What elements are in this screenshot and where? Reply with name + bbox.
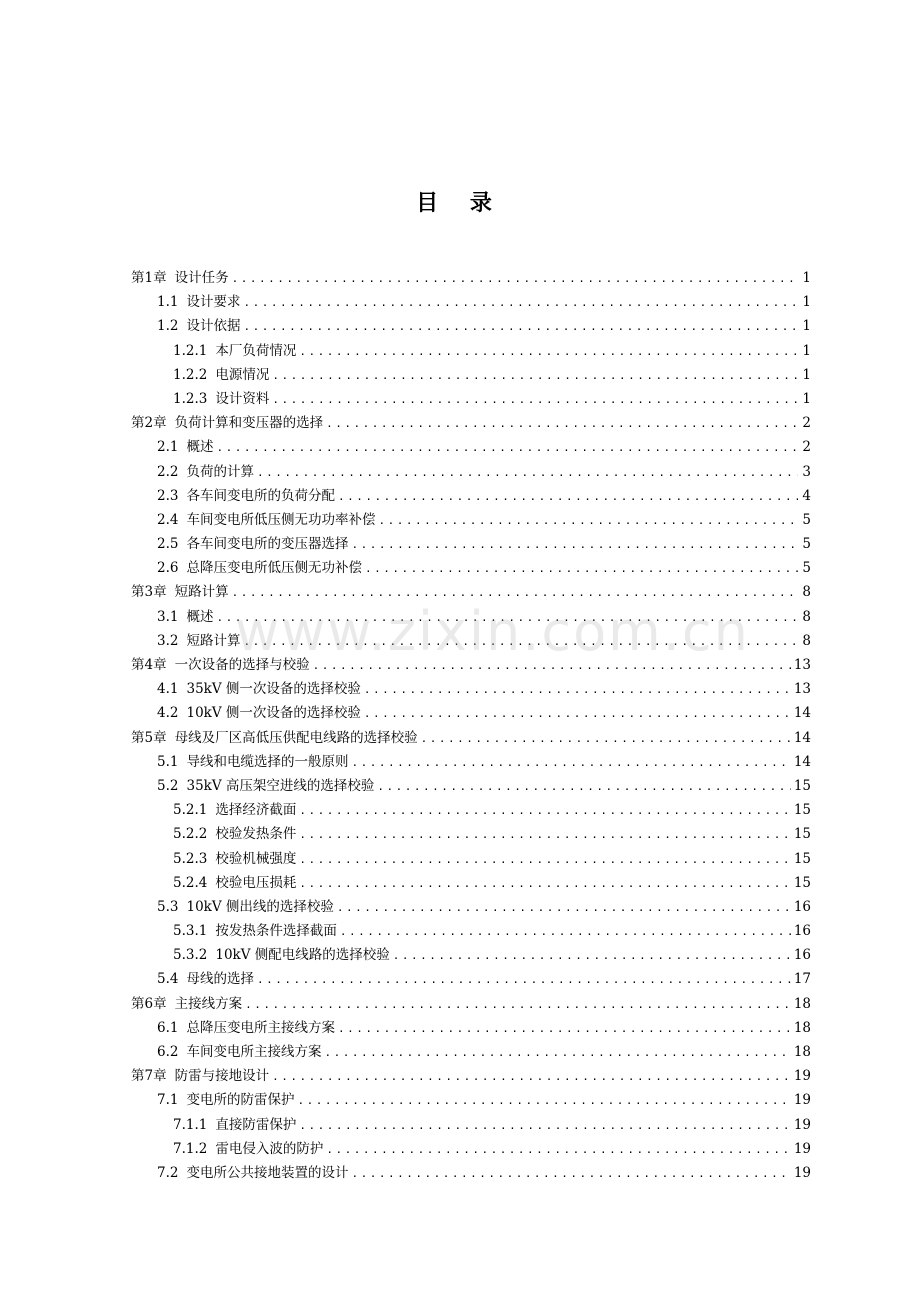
toc-entry-text: 校验机械强度 bbox=[215, 850, 297, 867]
toc-entry-label bbox=[157, 1161, 348, 1181]
toc-entry[interactable] bbox=[131, 484, 811, 508]
toc-entry-text: 一次设备的选择与校验 bbox=[174, 657, 310, 673]
toc-leader-dots bbox=[338, 490, 798, 503]
toc-page-number: 13 bbox=[793, 681, 811, 698]
toc-leader-dots bbox=[351, 538, 798, 551]
toc-entry-text: 总降压变电所低压侧无功补偿 bbox=[186, 560, 362, 577]
toc-entry-label bbox=[131, 580, 229, 600]
toc-entry-number: 5.2.3 bbox=[173, 850, 208, 867]
toc-entry-number: 7.1.2 bbox=[173, 1140, 208, 1157]
toc-page-number: 18 bbox=[793, 1019, 811, 1036]
toc-entry-text: 35kV 侧一次设备的选择校验 bbox=[186, 681, 361, 698]
toc-entry-number: 6.1 bbox=[157, 1019, 179, 1036]
toc-entry-label bbox=[157, 677, 361, 697]
toc-entry[interactable] bbox=[131, 556, 811, 580]
toc-entry-text: 短路计算 bbox=[186, 632, 241, 649]
toc-entry-label bbox=[157, 605, 213, 625]
toc-entry-number: 7.1.1 bbox=[173, 1116, 208, 1133]
toc-entry-label bbox=[131, 411, 323, 431]
toc-entry-label bbox=[157, 484, 335, 504]
toc-leader-dots bbox=[297, 1094, 790, 1107]
toc-entry-label bbox=[131, 653, 310, 673]
toc-leader-dots bbox=[365, 562, 798, 575]
toc-entry-text: 35kV 高压架空进线的选择校验 bbox=[186, 777, 375, 794]
toc-entry[interactable] bbox=[131, 822, 811, 846]
toc-leader-dots bbox=[272, 369, 798, 382]
toc-entry[interactable] bbox=[131, 919, 811, 943]
toc-leader-dots bbox=[338, 1022, 791, 1035]
toc-entry-label bbox=[157, 774, 374, 794]
toc-page-number: 8 bbox=[802, 632, 811, 649]
toc-page-number: 14 bbox=[793, 705, 811, 722]
toc-entry-text: 车间变电所低压侧无功功率补偿 bbox=[186, 511, 376, 528]
toc-entry-label bbox=[157, 314, 240, 334]
toc-entry-text: 短路计算 bbox=[174, 584, 229, 601]
toc-entry-text: 直接防雷保护 bbox=[215, 1116, 297, 1133]
toc-entry[interactable] bbox=[131, 411, 811, 435]
toc-leader-dots bbox=[337, 901, 791, 914]
toc-entry-text: 负荷计算和变压器的选择 bbox=[174, 415, 324, 432]
toc-entry-text: 按发热条件选择截面 bbox=[215, 923, 337, 940]
toc-entry-text: 变电所公共接地装置的设计 bbox=[186, 1164, 349, 1181]
toc-entry[interactable] bbox=[131, 363, 811, 387]
toc-entry-label bbox=[173, 1137, 323, 1157]
toc-entry-number: 5.3.1 bbox=[173, 923, 208, 940]
toc-entry[interactable] bbox=[131, 629, 811, 653]
toc-entry[interactable] bbox=[131, 1064, 811, 1088]
toc-page-number: 8 bbox=[802, 608, 811, 625]
toc-leader-dots bbox=[378, 514, 798, 527]
toc-entry-label bbox=[157, 508, 375, 528]
toc-page-number: 19 bbox=[793, 1068, 811, 1085]
toc-entry-number: 1.2.2 bbox=[173, 366, 208, 383]
toc-entry-label bbox=[157, 967, 254, 987]
toc-entry-text: 变电所的防雷保护 bbox=[186, 1092, 295, 1109]
toc-entry[interactable] bbox=[131, 508, 811, 532]
toc-entry-number: 7.2 bbox=[157, 1164, 179, 1181]
toc-entry-text: 10kV 侧一次设备的选择校验 bbox=[186, 705, 361, 722]
toc-entry[interactable] bbox=[131, 774, 811, 798]
toc-entry-number: 5.2.1 bbox=[173, 802, 208, 819]
toc-leader-dots bbox=[299, 804, 790, 817]
toc-entry-text: 防雷与接地设计 bbox=[174, 1068, 270, 1085]
toc-entry[interactable] bbox=[131, 653, 811, 677]
toc-page-number: 15 bbox=[793, 874, 811, 891]
toc-entry-number: 5.3.2 bbox=[173, 947, 208, 964]
toc-entry-number: 5.2.4 bbox=[173, 874, 208, 891]
toc-entry-text: 设计任务 bbox=[174, 270, 229, 286]
toc-entry-label bbox=[157, 701, 361, 721]
toc-entry-label bbox=[173, 822, 296, 842]
toc-entry[interactable] bbox=[131, 750, 811, 774]
toc-page-number: 19 bbox=[793, 1116, 811, 1133]
toc-page-number: 13 bbox=[793, 657, 811, 673]
toc-entry[interactable] bbox=[131, 895, 811, 919]
toc-leader-dots bbox=[243, 320, 798, 333]
toc-leader-dots bbox=[377, 780, 790, 793]
toc-entry-text: 各车间变电所的负荷分配 bbox=[186, 487, 335, 504]
toc-page-number: 14 bbox=[793, 729, 811, 746]
toc-entry[interactable] bbox=[131, 847, 811, 871]
toc-leader-dots bbox=[232, 586, 798, 599]
toc-page-number: 16 bbox=[793, 947, 811, 964]
toc-entry[interactable] bbox=[131, 314, 811, 338]
toc-entry-text: 负荷的计算 bbox=[186, 463, 254, 480]
toc-page-number: 2 bbox=[802, 439, 811, 456]
toc-page-number: 17 bbox=[793, 971, 811, 988]
toc-entry-number: 5.2 bbox=[157, 777, 179, 794]
toc-entry[interactable] bbox=[131, 605, 811, 629]
watermark: www.zixin.com.cn bbox=[235, 600, 750, 663]
toc-leader-dots bbox=[324, 1046, 790, 1059]
toc-entry-text: 本厂负荷情况 bbox=[215, 342, 297, 359]
toc-entry-label bbox=[173, 363, 269, 383]
toc-page-number: 3 bbox=[802, 463, 811, 480]
toc-entry[interactable] bbox=[131, 1016, 811, 1040]
toc-entry-number: 1.2.3 bbox=[173, 390, 208, 407]
toc-entry-text: 10kV 侧配电线路的选择校验 bbox=[215, 947, 390, 964]
toc-leader-dots bbox=[313, 659, 791, 672]
toc-entry-number: 第7章 bbox=[131, 1068, 167, 1085]
toc-entry-number: 5.2.2 bbox=[173, 826, 208, 843]
toc-entry-label bbox=[157, 435, 213, 455]
toc-entry[interactable] bbox=[131, 967, 811, 991]
toc-entry[interactable] bbox=[131, 580, 811, 604]
toc-leader-dots bbox=[216, 441, 798, 454]
toc-entry-text: 母线及厂区高低压供配电线路的选择校验 bbox=[174, 729, 418, 746]
toc-entry[interactable] bbox=[131, 1040, 811, 1064]
toc-page-number: 1 bbox=[802, 390, 811, 407]
toc-entry-label bbox=[157, 460, 254, 480]
toc-entry-label bbox=[157, 1040, 321, 1060]
toc-entry-number: 第2章 bbox=[131, 415, 167, 432]
toc-entry-number: 2.3 bbox=[157, 487, 179, 504]
toc-entry-number: 5.3 bbox=[157, 898, 179, 915]
toc-entry-label bbox=[173, 871, 296, 891]
toc-entry-number: 第4章 bbox=[131, 657, 167, 673]
toc-entry-label bbox=[173, 798, 296, 818]
toc-leader-dots bbox=[272, 1070, 791, 1083]
toc-entry-number: 2.6 bbox=[157, 560, 179, 577]
toc-entry-text: 设计依据 bbox=[186, 318, 241, 335]
toc-entry-text: 电源情况 bbox=[215, 366, 270, 383]
toc-entry-label bbox=[157, 629, 240, 649]
toc-entry-number: 3.2 bbox=[157, 632, 179, 649]
toc-entry[interactable] bbox=[131, 726, 811, 750]
toc-page-number: 5 bbox=[802, 536, 811, 553]
toc-entry[interactable] bbox=[131, 677, 811, 701]
toc-page-number: 15 bbox=[793, 826, 811, 843]
toc-entry[interactable] bbox=[131, 290, 811, 314]
toc-entry[interactable] bbox=[131, 992, 811, 1016]
toc-page-number: 16 bbox=[793, 898, 811, 915]
toc-entry-label bbox=[157, 750, 348, 770]
toc-entry-number: 2.2 bbox=[157, 463, 179, 480]
toc-entry[interactable] bbox=[131, 798, 811, 822]
toc-leader-dots bbox=[216, 611, 798, 624]
toc-entry-label bbox=[173, 387, 269, 407]
toc-entry-label bbox=[131, 266, 229, 286]
toc-leader-dots bbox=[299, 877, 790, 890]
toc-entry-text: 校验发热条件 bbox=[215, 826, 297, 843]
toc-entry-text: 概述 bbox=[186, 608, 214, 625]
toc-page-number: 16 bbox=[793, 923, 811, 940]
toc-entry[interactable] bbox=[131, 339, 811, 363]
toc-page-number: 1 bbox=[802, 318, 811, 335]
toc-leader-dots bbox=[299, 345, 798, 358]
toc-entry-text: 雷电侵入波的防护 bbox=[215, 1140, 324, 1157]
toc-page-number: 1 bbox=[802, 270, 811, 286]
toc-leader-dots bbox=[421, 732, 791, 745]
toc-page-number: 19 bbox=[793, 1140, 811, 1157]
toc-leader-dots bbox=[326, 1143, 790, 1156]
toc-entry-number: 第3章 bbox=[131, 584, 167, 601]
toc-entry[interactable] bbox=[131, 943, 811, 967]
toc-leader-dots bbox=[326, 417, 798, 430]
toc-page-number: 18 bbox=[793, 1044, 811, 1060]
toc-page-number: 19 bbox=[793, 1092, 811, 1109]
toc-entry[interactable] bbox=[131, 701, 811, 725]
toc-leader-dots bbox=[393, 949, 791, 962]
toc-entry[interactable] bbox=[131, 266, 811, 290]
toc-entry-text: 设计资料 bbox=[215, 390, 270, 407]
toc-entry-text: 车间变电所主接线方案 bbox=[186, 1044, 322, 1060]
toc-leader-dots bbox=[299, 1119, 790, 1132]
toc-entry-label bbox=[157, 1016, 335, 1036]
toc-entry-label bbox=[157, 895, 334, 915]
toc-page-number: 5 bbox=[802, 511, 811, 528]
toc-leader-dots bbox=[364, 683, 791, 696]
toc-entry-text: 选择经济截面 bbox=[215, 802, 297, 819]
toc-entry[interactable] bbox=[131, 1137, 811, 1161]
toc-entry-label bbox=[131, 992, 242, 1012]
toc-entry[interactable] bbox=[131, 387, 811, 411]
toc-entry-number: 7.1 bbox=[157, 1092, 179, 1109]
toc-leader-dots bbox=[299, 853, 790, 866]
toc-entry-label bbox=[157, 290, 240, 310]
toc-entry-text: 各车间变电所的变压器选择 bbox=[186, 536, 349, 553]
toc-leader-dots bbox=[243, 635, 798, 648]
toc-page-number: 18 bbox=[793, 995, 811, 1012]
toc-page-number: 1 bbox=[802, 366, 811, 383]
toc-page-number: 2 bbox=[802, 415, 811, 432]
toc-entry-label bbox=[157, 1088, 294, 1108]
toc-entry-text: 10kV 侧出线的选择校验 bbox=[186, 898, 334, 915]
toc-entry-label bbox=[173, 919, 337, 939]
toc-entry[interactable] bbox=[131, 1161, 811, 1185]
toc-leader-dots bbox=[272, 393, 798, 406]
toc-entry-label bbox=[173, 847, 296, 867]
table-of-contents bbox=[131, 266, 811, 1185]
toc-entry-label bbox=[131, 726, 418, 746]
toc-entry-number: 第5章 bbox=[131, 729, 167, 746]
toc-entry-text: 母线的选择 bbox=[186, 971, 254, 988]
toc-entry-number: 1.1 bbox=[157, 294, 179, 311]
toc-entry-number: 4.2 bbox=[157, 705, 179, 722]
toc-entry-label bbox=[173, 943, 390, 963]
toc-entry-number: 4.1 bbox=[157, 681, 179, 698]
toc-leader-dots bbox=[257, 973, 791, 986]
toc-page-number: 5 bbox=[802, 560, 811, 577]
toc-entry-label bbox=[173, 1113, 296, 1133]
toc-leader-dots bbox=[243, 296, 798, 309]
page-title: 目 录 bbox=[416, 191, 504, 216]
toc-page-number: 15 bbox=[793, 802, 811, 819]
toc-entry[interactable] bbox=[131, 460, 811, 484]
toc-entry-text: 导线和电缆选择的一般原则 bbox=[186, 753, 349, 770]
toc-entry-number: 2.1 bbox=[157, 439, 179, 456]
toc-leader-dots bbox=[340, 925, 791, 938]
toc-entry-number: 5.1 bbox=[157, 753, 179, 770]
toc-leader-dots bbox=[232, 272, 798, 285]
toc-entry-text: 概述 bbox=[186, 439, 214, 456]
toc-entry-number: 第6章 bbox=[131, 995, 167, 1012]
toc-entry-label bbox=[157, 532, 348, 552]
toc-page-number: 14 bbox=[793, 753, 811, 770]
toc-entry-number: 1.2.1 bbox=[173, 342, 208, 359]
toc-entry[interactable] bbox=[131, 1113, 811, 1137]
toc-entry-text: 设计要求 bbox=[186, 294, 241, 311]
toc-entry-text: 主接线方案 bbox=[174, 995, 243, 1012]
toc-entry[interactable] bbox=[131, 532, 811, 556]
toc-entry-number: 1.2 bbox=[157, 318, 179, 335]
toc-page-number: 8 bbox=[802, 584, 811, 601]
toc-entry[interactable] bbox=[131, 871, 811, 895]
toc-entry-number: 2.5 bbox=[157, 536, 179, 553]
toc-leader-dots bbox=[245, 998, 791, 1011]
toc-entry-number: 3.1 bbox=[157, 608, 179, 625]
toc-page-number: 19 bbox=[793, 1164, 811, 1181]
toc-entry-text: 校验电压损耗 bbox=[215, 874, 297, 891]
toc-leader-dots bbox=[351, 1167, 790, 1180]
toc-leader-dots bbox=[257, 466, 798, 479]
toc-page-number: 1 bbox=[802, 342, 811, 359]
toc-entry-label bbox=[173, 339, 296, 359]
toc-entry[interactable] bbox=[131, 1088, 811, 1112]
toc-entry-label bbox=[131, 1064, 269, 1084]
toc-entry-number: 第1章 bbox=[131, 270, 167, 286]
toc-entry-number: 2.4 bbox=[157, 511, 179, 528]
toc-entry-text: 总降压变电所主接线方案 bbox=[186, 1019, 335, 1036]
toc-entry-number: 6.2 bbox=[157, 1044, 179, 1060]
toc-entry[interactable] bbox=[131, 435, 811, 459]
toc-page-number: 15 bbox=[793, 850, 811, 867]
toc-entry-label bbox=[157, 556, 362, 576]
toc-entry-number: 5.4 bbox=[157, 971, 179, 988]
toc-leader-dots bbox=[299, 828, 790, 841]
toc-leader-dots bbox=[351, 756, 790, 769]
toc-page-number: 4 bbox=[802, 487, 811, 504]
toc-page-number: 15 bbox=[793, 777, 811, 794]
toc-page-number: 1 bbox=[802, 294, 811, 311]
toc-leader-dots bbox=[364, 707, 791, 720]
